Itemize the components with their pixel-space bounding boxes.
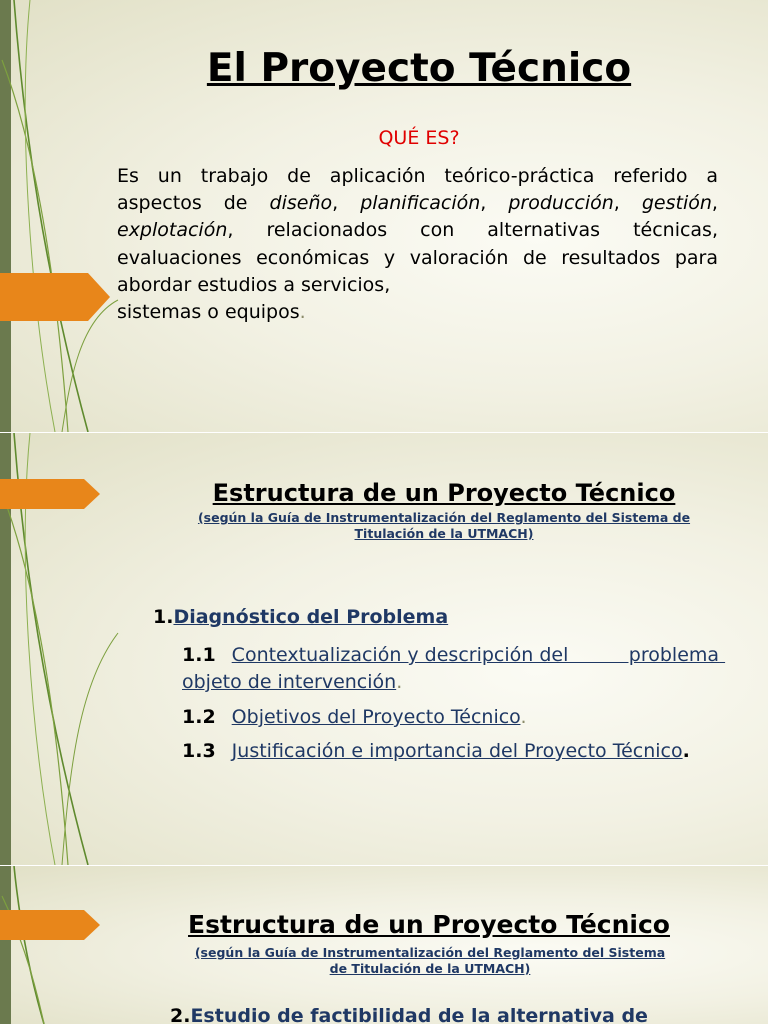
subtitle-line: Titulación de la UTMACH) [354,526,534,541]
para-text: Es un trabajo de aplicación teórico-práctica referido a aspectos de [117,165,718,215]
para-italic-diseno: diseño [269,192,333,215]
para-italic-gestion: gestión [641,192,712,215]
sub-item-text: Objetivos del Proyecto Técnico [231,706,521,728]
section-subtitle [150,945,710,977]
sub-item-end: . [682,740,690,762]
sub-item-number: 1.2 [182,706,216,728]
section-subtitle [160,510,728,542]
para-sep: , [711,192,718,215]
slide-title: El Proyecto Técnico [206,46,632,91]
para-sep: , [613,192,642,215]
slide-1 [0,0,768,432]
list-item-2 [170,1005,648,1024]
list-item-1 [153,606,448,628]
orange-arrow-icon [0,273,110,321]
decorative-curves [0,866,130,1024]
sub-item-number: 1.3 [182,740,216,762]
subtitle-line: de Titulación de la UTMACH) [329,961,531,976]
para-sep: , [480,192,509,215]
sub-item-1-2 [182,704,722,731]
item-title: Diagnóstico del Problema [173,606,449,628]
item-number: 1. [153,606,174,628]
sub-item-1-3 [182,738,722,765]
para-italic-explotacion: explotación [117,219,228,242]
subtitle-line: (según la Guía de Instrumentalización del Reglamento del Sistema [194,945,666,960]
section-title: Estructura de un Proyecto Técnico [188,910,670,939]
definition-paragraph [117,163,718,326]
sub-item-end: . [520,706,527,728]
sub-item-number: 1.1 [182,644,216,666]
sub-item-end: . [396,671,403,693]
para-last-line: sistemas o equipos [117,301,300,324]
item-number: 2. [170,1005,191,1024]
sub-item-text: Contextualización y descripción del problema objeto de intervención [182,644,726,693]
slide-2 [0,433,768,865]
para-italic-produccion: producción [508,192,614,215]
subtitle-line: (según la Guía de Instrumentalización del Reglamento del Sistema de [197,510,691,525]
section-title: Estructura de un Proyecto Técnico [212,479,676,507]
sub-item-text: Justificación e importancia del Proyecto Técnico [231,740,683,762]
para-end: . [299,301,306,324]
slide-3 [0,866,768,1024]
sub-item-1-1 [182,642,726,696]
question-heading: QUÉ ES? [378,127,460,149]
item-title: Estudio de factibilidad de la alternativa de [190,1005,648,1024]
para-italic-planificacion: planificación [360,192,481,215]
para-sep: , [332,192,361,215]
para-text: , relacionados con alternativas técnicas, evaluaciones económicas y valoración de resultados para abordar estudios a servicios, [117,219,718,296]
